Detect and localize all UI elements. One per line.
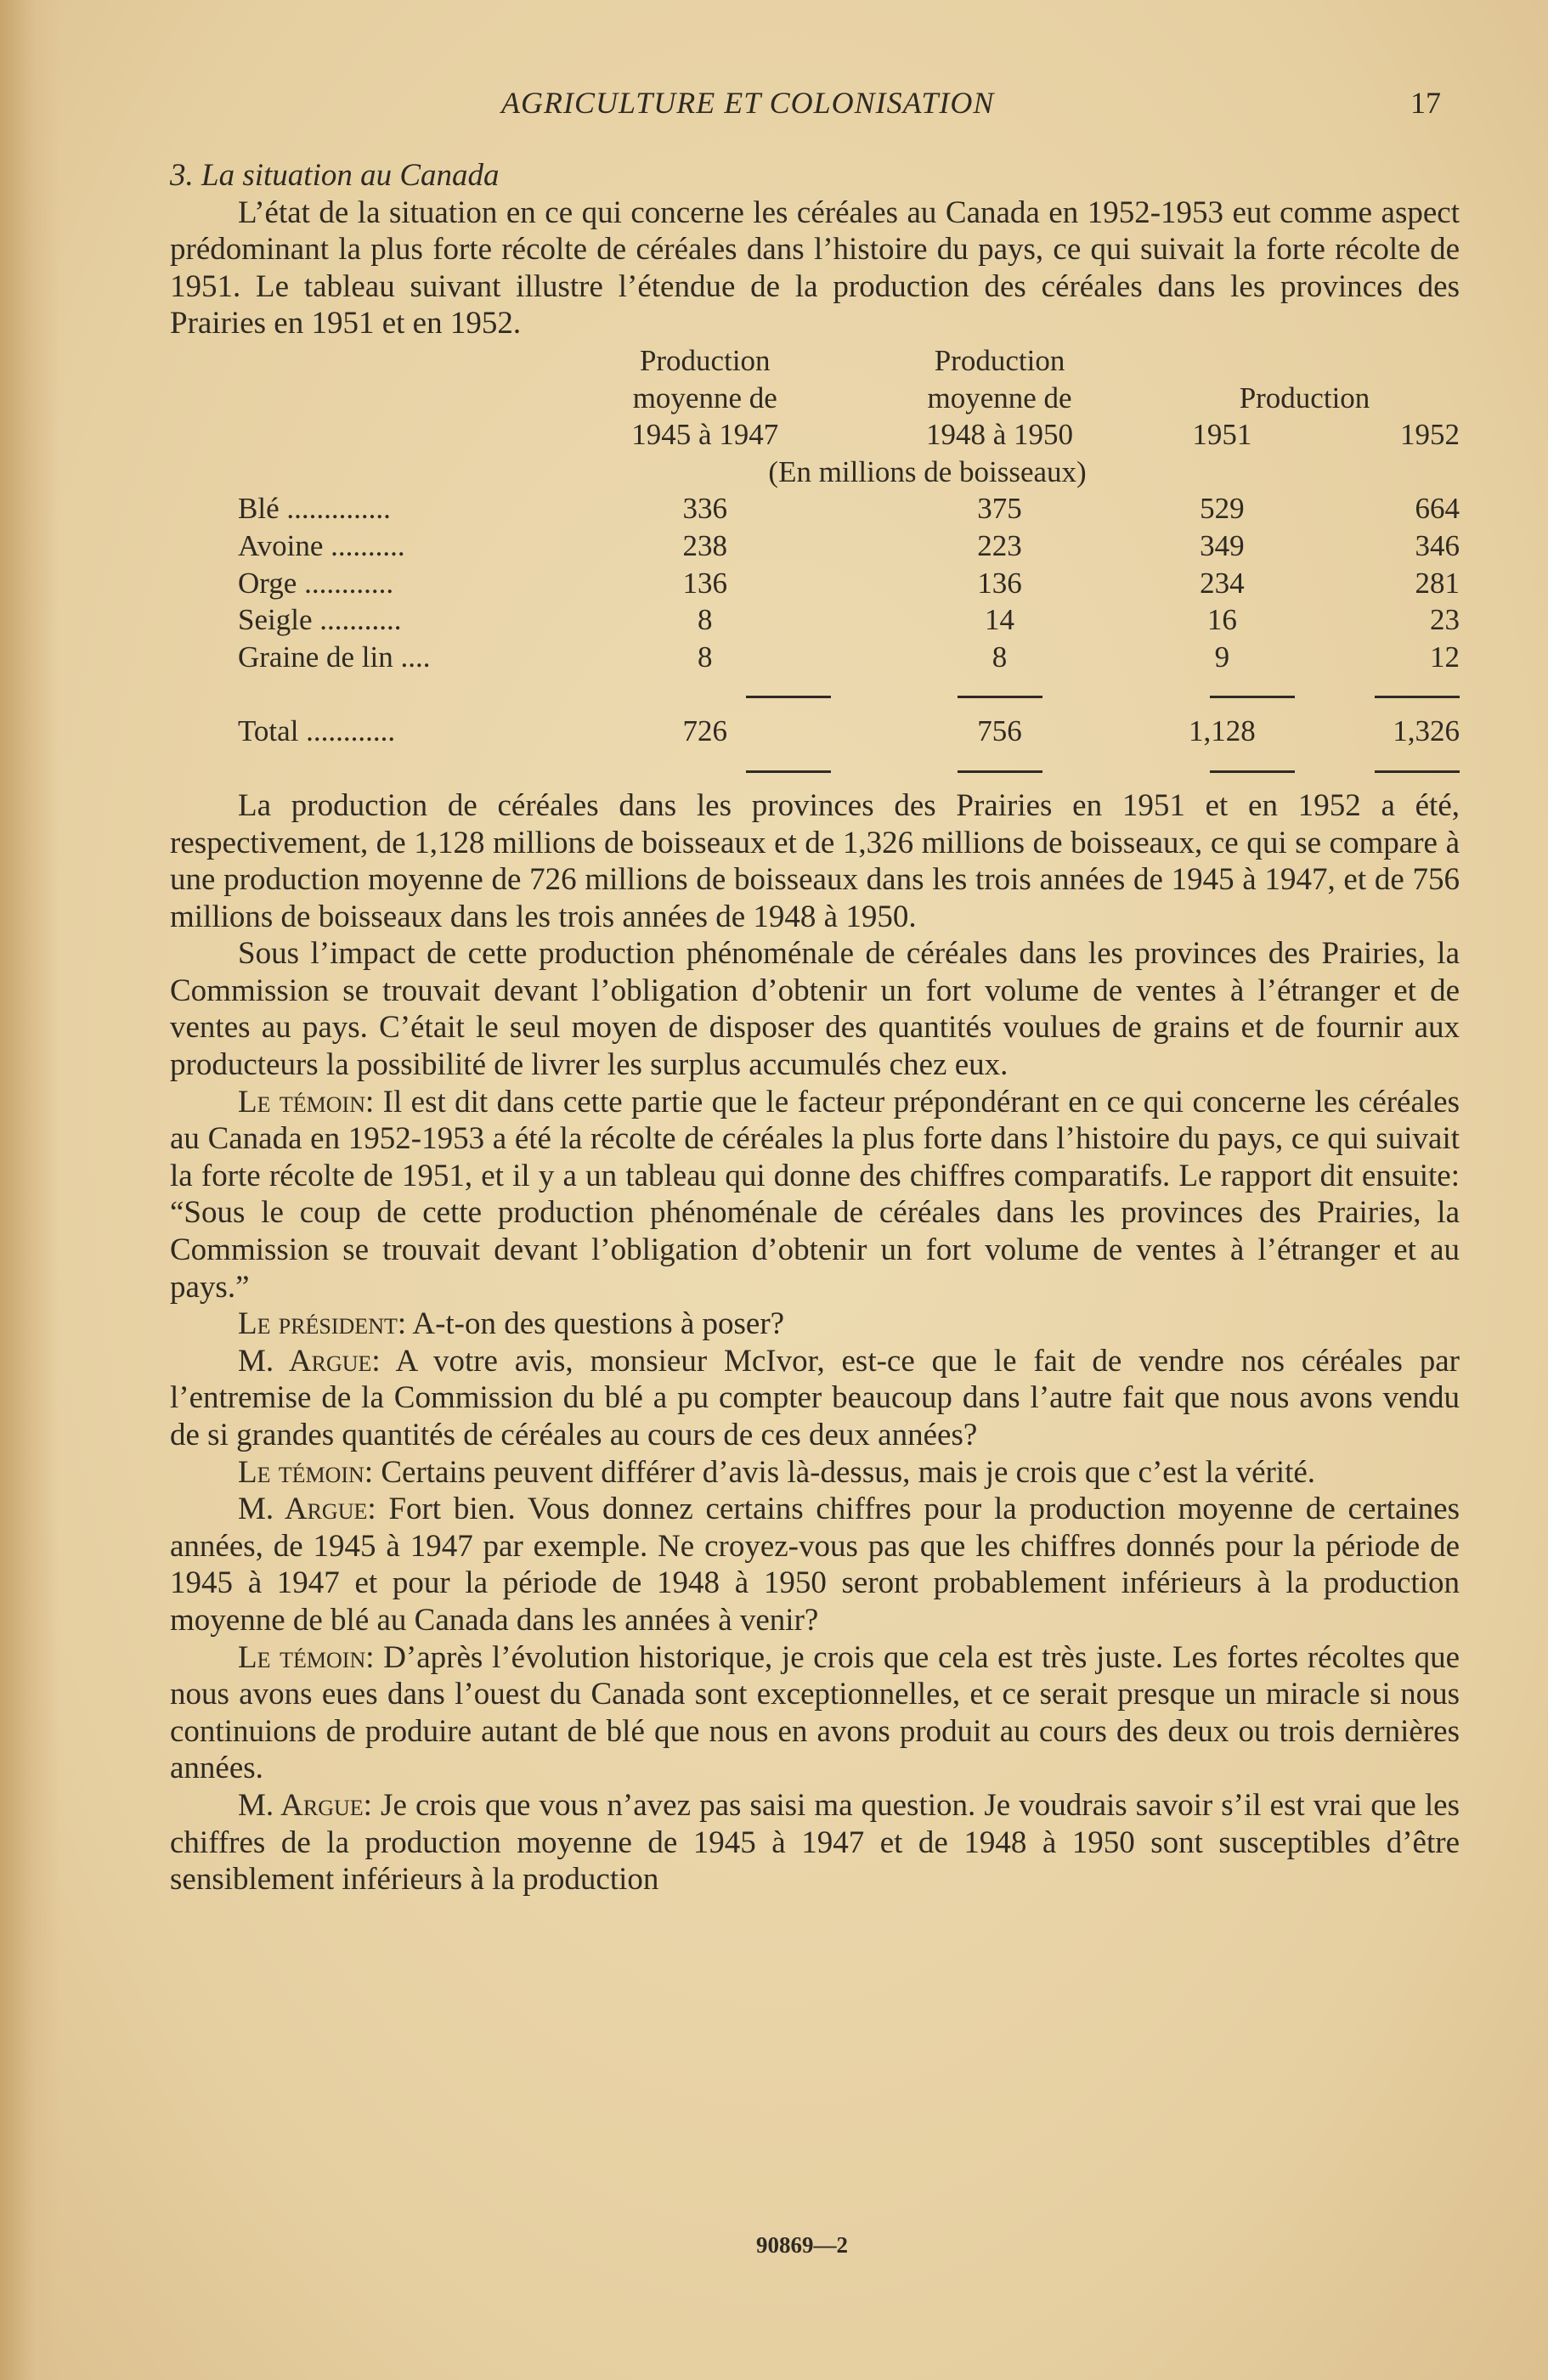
- col2-head-line3: 1948 à 1950: [926, 418, 1074, 452]
- row-value: 8: [992, 640, 1008, 674]
- production-table: [238, 342, 1460, 787]
- row-value: 349: [1200, 528, 1245, 562]
- row-value: 238: [682, 528, 727, 562]
- table-header-row-3: [238, 416, 1460, 454]
- row-value: 12: [1430, 640, 1460, 674]
- speaker: M. Argue:: [238, 1343, 381, 1379]
- col4-year: 1952: [1400, 418, 1460, 452]
- row-value: 8: [698, 640, 713, 674]
- speaker: Le témoin:: [238, 1084, 375, 1120]
- row-value: 529: [1200, 492, 1245, 526]
- section-heading: 3. La situation au Canada: [170, 158, 500, 193]
- row-value: 281: [1415, 566, 1460, 600]
- row-value: 8: [698, 603, 713, 637]
- body-text: [170, 157, 1460, 1898]
- row-label: Graine de lin ....: [238, 640, 431, 674]
- divider: [1375, 770, 1460, 773]
- col3-year: 1951: [1192, 418, 1252, 452]
- table-row: [238, 490, 1460, 527]
- col1-head-line2: moyenne de: [632, 381, 777, 415]
- col1-head-line3: 1945 à 1947: [631, 418, 779, 452]
- row-value: 664: [1415, 492, 1460, 526]
- divider: [746, 696, 831, 698]
- row-value: 136: [682, 566, 727, 600]
- row-value: 16: [1206, 603, 1237, 637]
- divider: [958, 770, 1042, 773]
- divider: [1210, 770, 1295, 773]
- running-header: [0, 85, 1548, 136]
- speech: D’après l’évolution historique, je crois que cela est très juste. Les fortes récoltes que nous avons eues dans l’ouest du Canada sont exceptionnelles, et ce serait presque un miracle si nous continuions de produire autant de blé que nous en avons produit au cours des deux ou trois dernières années.: [170, 1639, 1460, 1786]
- row-value: 23: [1430, 603, 1460, 637]
- signature-mark: 90869—2: [756, 2232, 848, 2258]
- col34-head: Production: [1239, 381, 1370, 415]
- row-value: 223: [977, 528, 1022, 562]
- row-label: Orge ............: [238, 566, 394, 600]
- speaker: M. Argue:: [238, 1787, 372, 1823]
- dialogue-paragraph: [170, 1306, 1460, 1343]
- running-title: AGRICULTURE ET COLONISATION: [501, 86, 995, 120]
- table-rule-row: [238, 675, 1460, 713]
- row-label: Seigle ...........: [238, 603, 402, 637]
- table-row: [238, 601, 1460, 639]
- intro-paragraph: L’état de la situation en ce qui concerne les céréales au Canada en 1952-1953 eut comme aspect prédominant la plus forte récolte de céréales dans l’histoire du pays, ce qui suivait la forte récolte de 1951. Le tableau suivant illustre l’étendue de la production des céréales dans les provinces des Prairies en 1951 et en 1952.: [170, 195, 1460, 341]
- col1-head-line1: Production: [639, 343, 771, 377]
- speech: Certains peuvent différer d’avis là-dessus, mais je crois que c’est la vérité.: [373, 1454, 1316, 1490]
- table-units: (En millions de boisseaux): [768, 454, 1087, 488]
- row-value: 346: [1415, 528, 1460, 562]
- row-value: 14: [985, 603, 1015, 637]
- total-value: 726: [682, 714, 727, 748]
- divider: [1375, 696, 1460, 698]
- total-label: Total ............: [238, 714, 396, 748]
- row-value: 9: [1214, 640, 1230, 674]
- total-value: 756: [977, 714, 1022, 748]
- row-value: 234: [1200, 566, 1245, 600]
- table-total-row: [238, 713, 1460, 750]
- row-value: 136: [977, 566, 1022, 600]
- total-value: 1,128: [1188, 714, 1256, 748]
- table-header-row-2: [238, 380, 1460, 417]
- row-value: 375: [977, 492, 1022, 526]
- speaker: Le témoin:: [238, 1639, 375, 1675]
- speech: A-t-on des questions à poser?: [406, 1306, 785, 1342]
- speech: A votre avis, monsieur McIvor, est-ce que le fait de vendre nos céréales par l’entremise de la Commission du blé a pu compter beaucoup dans l’autre fait que nous avons vendu de si grandes quantités de céréales au cours de ces deux années?: [170, 1343, 1460, 1452]
- dialogue-paragraph: [170, 1343, 1460, 1454]
- row-value: 336: [682, 492, 727, 526]
- row-label: Blé ..............: [238, 492, 391, 526]
- paragraph: La production de céréales dans les provinces des Prairies en 1951 et en 1952 a été, respectivement, de 1,128 millions de boisseaux et de 1,326 millions de boisseaux, ce qui se compare à une production moyenne de 726 millions de boisseaux dans les trois années de 1945 à 1947, et de 756 millions de boisseaux dans les trois années de 1948 à 1950.: [170, 787, 1460, 934]
- page-number: 17: [1410, 86, 1441, 120]
- table-row: [238, 527, 1460, 565]
- col2-head-line1: Production: [934, 343, 1065, 377]
- table-row: [238, 565, 1460, 602]
- total-value: 1,326: [1393, 714, 1460, 748]
- paragraph: Sous l’impact de cette production phénoménale de céréales dans les provinces des Prairies, la Commission se trouvait devant l’obligation d’obtenir un fort volume de ventes à l’étranger et de ventes au pays. C’était le seul moyen de disposer des quantités voulues de grains et de fournir aux producteurs la possibilité de livrer les surplus accumulés chez eux.: [170, 936, 1460, 1083]
- speech: Fort bien. Vous donnez certains chiffres pour la production moyenne de certaines années, de 1945 à 1947 par exemple. Ne croyez-vous pas que les chiffres donnés pour la période de 1945 à 1947 et pour la période de 1948 à 1950 seront probablement inférieurs à la production moyenne de blé au Canada dans les années à venir?: [170, 1492, 1460, 1638]
- dialogue-paragraph: [170, 1454, 1460, 1492]
- table-units-row: [238, 454, 1460, 491]
- dialogue-paragraph: [170, 1787, 1460, 1898]
- speech: Il est dit dans cette partie que le facteur prépondérant en ce qui concerne les céréales au Canada en 1952-1953 a été la récolte de céréales la plus forte dans l’histoire du pays, ce qui suivait la forte récolte de 1951, et il y a un tableau qui donne des chiffres comparatifs. Le rapport dit ensuite: “Sous le coup de cette production phénoménale de céréales dans les provinces des Prairies, la Commission se trouvait devant l’obligation d’obtenir un fort volume de ventes à l’étranger et au pays.”: [170, 1084, 1460, 1305]
- divider: [958, 696, 1042, 698]
- dialogue-paragraph: [170, 1491, 1460, 1638]
- divider: [1210, 696, 1295, 698]
- dialogue-paragraph: [170, 1639, 1460, 1787]
- speaker: Le témoin:: [238, 1454, 374, 1490]
- speech: Je crois que vous n’avez pas saisi ma question. Je voudrais savoir s’il est vrai que les chiffres de la production moyenne de 1945 à 1947 et de 1948 à 1950 sont susceptibles d’être sensiblement inférieurs à la production: [170, 1787, 1460, 1898]
- table-rule-row: [238, 750, 1460, 787]
- table-row: [238, 639, 1460, 676]
- dialogue-paragraph: [170, 1084, 1460, 1306]
- speaker: M. Argue:: [238, 1492, 376, 1527]
- table-header-row-1: [238, 342, 1460, 380]
- row-label: Avoine ..........: [238, 528, 405, 562]
- col2-head-line2: moyenne de: [927, 381, 1072, 415]
- page-edge-shadow: [0, 0, 59, 2380]
- speaker: Le président:: [238, 1306, 407, 1342]
- divider: [746, 770, 831, 773]
